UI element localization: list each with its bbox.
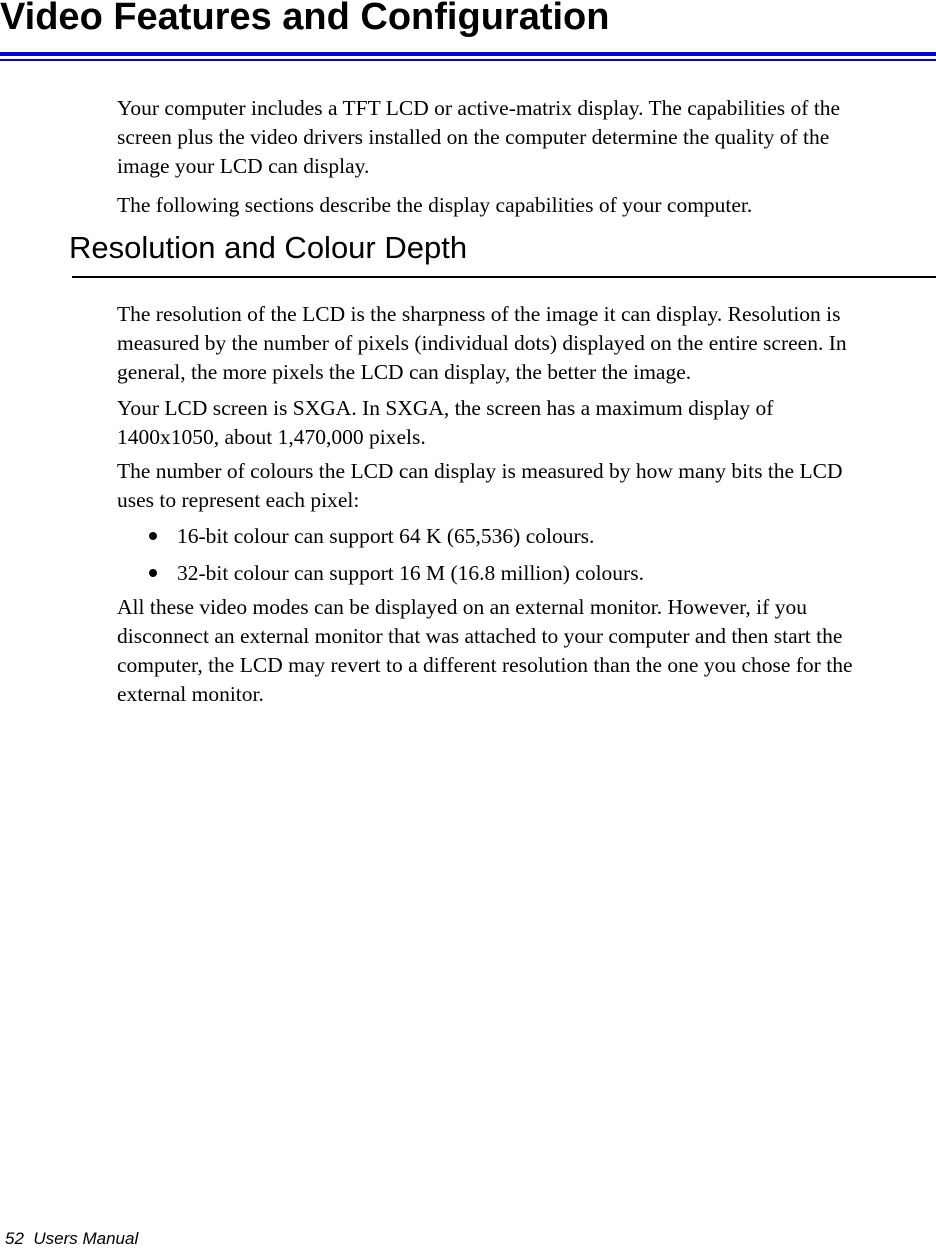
text-line: image your LCD can display. — [117, 154, 370, 178]
list-item-text: 32-bit colour can support 16 M (16.8 million) colours. — [177, 561, 644, 585]
list-item-text: 16-bit colour can support 64 K (65,536) colours. — [177, 524, 595, 548]
page-footer — [5, 1229, 138, 1249]
resolution-paragraph — [117, 300, 929, 387]
text-line: The resolution of the LCD is the sharpness of the image it can display. Resolution is — [117, 302, 841, 326]
intro-paragraph — [117, 94, 929, 181]
intro-paragraph-2 — [117, 191, 929, 220]
text-line: All these video modes can be displayed on an external monitor. However, if you — [117, 595, 807, 619]
text-line: general, the more pixels the LCD can display, the better the image. — [117, 360, 692, 384]
bullet-icon — [149, 532, 157, 540]
page-number: 52 — [5, 1229, 24, 1248]
text-line: Your computer includes a TFT LCD or active-matrix display. The capabilities of the — [117, 96, 841, 120]
text-line: The number of colours the LCD can display is measured by how many bits the LCD — [117, 459, 843, 483]
sxga-paragraph — [117, 394, 929, 452]
colour-depth-paragraph — [117, 457, 929, 515]
text-line: measured by the number of pixels (individual dots) displayed on the entire screen. In — [117, 331, 847, 355]
section-heading: Resolution and Colour Depth — [69, 230, 468, 265]
text-line: 1400x1050, about 1,470,000 pixels. — [117, 425, 426, 449]
text-line: screen plus the video drivers installed on the computer determine the quality of the — [117, 125, 830, 149]
text-line: computer, the LCD may revert to a different resolution than the one you chose for the — [117, 653, 853, 677]
title-rule-thick — [0, 52, 936, 56]
bullet-icon — [149, 569, 157, 577]
text-line: external monitor. — [117, 682, 264, 706]
title-rule-thin — [0, 59, 936, 61]
text-line: The following sections describe the display capabilities of your computer. — [117, 193, 753, 217]
chapter-title: Video Features and Configuration — [0, 0, 610, 38]
text-line: Your LCD screen is SXGA. In SXGA, the screen has a maximum display of — [117, 396, 774, 420]
manual-name: Users Manual — [33, 1229, 139, 1248]
external-monitor-paragraph — [117, 593, 929, 709]
section-rule — [72, 276, 936, 278]
text-line: uses to represent each pixel: — [117, 488, 360, 512]
text-line: disconnect an external monitor that was attached to your computer and then start the — [117, 624, 843, 648]
